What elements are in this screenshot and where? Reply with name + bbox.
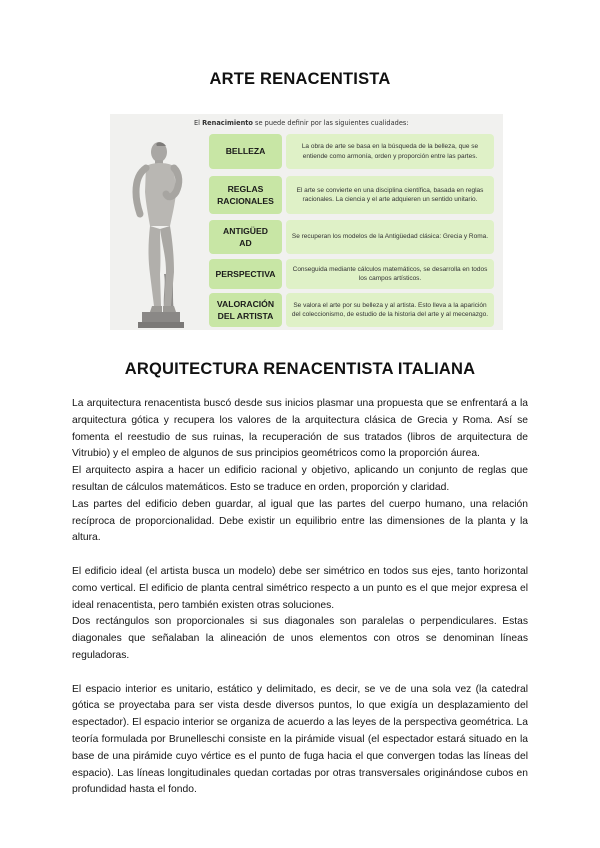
quality-row-belleza: [209, 134, 494, 169]
quality-description: El arte se convierte en una disciplina científica, basada en reglas racionales. La ciencia y el arte adquieren un sentido unitario.: [286, 176, 494, 214]
quality-label: REGLAS RACIONALES: [209, 176, 282, 214]
quality-row-valoracion-artista: [209, 293, 494, 327]
paragraph: El espacio interior es unitario, estático y delimitado, es decir, se ve de una sola vez (la catedral gótica se proyectaba para ser vista desde diversos puntos, lo que exigía un desplazamiento del espectador). El espacio interior se organiza de acuerdo a las leyes de la perspectiva geométrica. La teoría formulada por Brunelleschi consiste en la pirámide visual (el espectador estará situado en la base de una pirámide cuyo vértice es el punto de fuga hacia el que convergen todas las líneas del espacio). Las líneas longitudinales quedan cortadas por otras transversales originándose cubos en profundidad hasta el fondo.: [72, 683, 528, 796]
renaissance-qualities-figure: [110, 114, 503, 330]
paragraph: El arquitecto aspira a hacer un edificio racional y objetivo, aplicando un conjunto de reglas que resultan de cálculos matemáticos. Esto se traduce en orden, proporción y claridad.: [72, 465, 528, 493]
quality-label: ANTIGÜEDAD: [209, 220, 282, 254]
quality-label: PERSPECTIVA: [209, 259, 282, 289]
quality-label: BELLEZA: [209, 134, 282, 169]
quality-row-antiguedad: [209, 220, 494, 254]
quality-description: Se recuperan los modelos de la Antigüedad clásica: Grecia y Roma.: [286, 220, 494, 254]
quality-row-perspectiva: [209, 259, 494, 289]
paragraph-gap: [72, 665, 528, 682]
body-text: [72, 396, 528, 799]
quality-label: VALORACIÓN DEL ARTISTA: [209, 293, 282, 327]
paragraph-gap: [72, 547, 528, 564]
david-statue-image: [114, 134, 204, 328]
quality-row-reglas-racionales: [209, 176, 494, 214]
figure-caption: El Renacimiento se puede definir por las siguientes cualidades:: [194, 119, 409, 127]
page-title: ARTE RENACENTISTA: [209, 70, 391, 88]
section-title: ARQUITECTURA RENACENTISTA ITALIANA: [124, 360, 476, 378]
quality-description: Conseguida mediante cálculos matemáticos, se desarrolla en todos los campos artísticos.: [286, 259, 494, 289]
paragraph: La arquitectura renacentista buscó desde sus inicios plasmar una propuesta que se enfrentará a la arquitectura gótica y recupera los valores de la arquitectura clásica de Grecia y Roma. Así se fomenta el reestudio de sus ruinas, la recuperación de sus tratados (libros de arquitectura de Vitrubio) y el empleo de algunos de sus principios geométricos como la proporción áurea.: [72, 398, 528, 460]
quality-description: La obra de arte se basa en la búsqueda de la belleza, que se entiende como armonía, orden y proporción entre las partes.: [286, 134, 494, 169]
paragraph: Las partes del edificio deben guardar, al igual que las partes del cuerpo humano, una relación recíproca de proporcionalidad. Debe existir un equilibrio entre las dimensiones de la planta y la altura.: [72, 498, 528, 544]
paragraph: El edificio ideal (el artista busca un modelo) debe ser simétrico en todos sus ejes, tanto horizontal como vertical. El edificio de planta central simétrico respecto a un punto es el que mejor expresa el ideal renacentista, pero también existen otras soluciones.: [72, 565, 528, 611]
quality-description: Se valora el arte por su belleza y al artista. Esto lleva a la aparición del coleccionismo, de estudio de la historia del arte y al mecenazgo.: [286, 293, 494, 327]
paragraph: Dos rectángulos son proporcionales si sus diagonales son paralelas o perpendiculares. Estas diagonales que señalaban la alineación de unos elementos con otros se denominan líneas reguladoras.: [72, 616, 528, 661]
